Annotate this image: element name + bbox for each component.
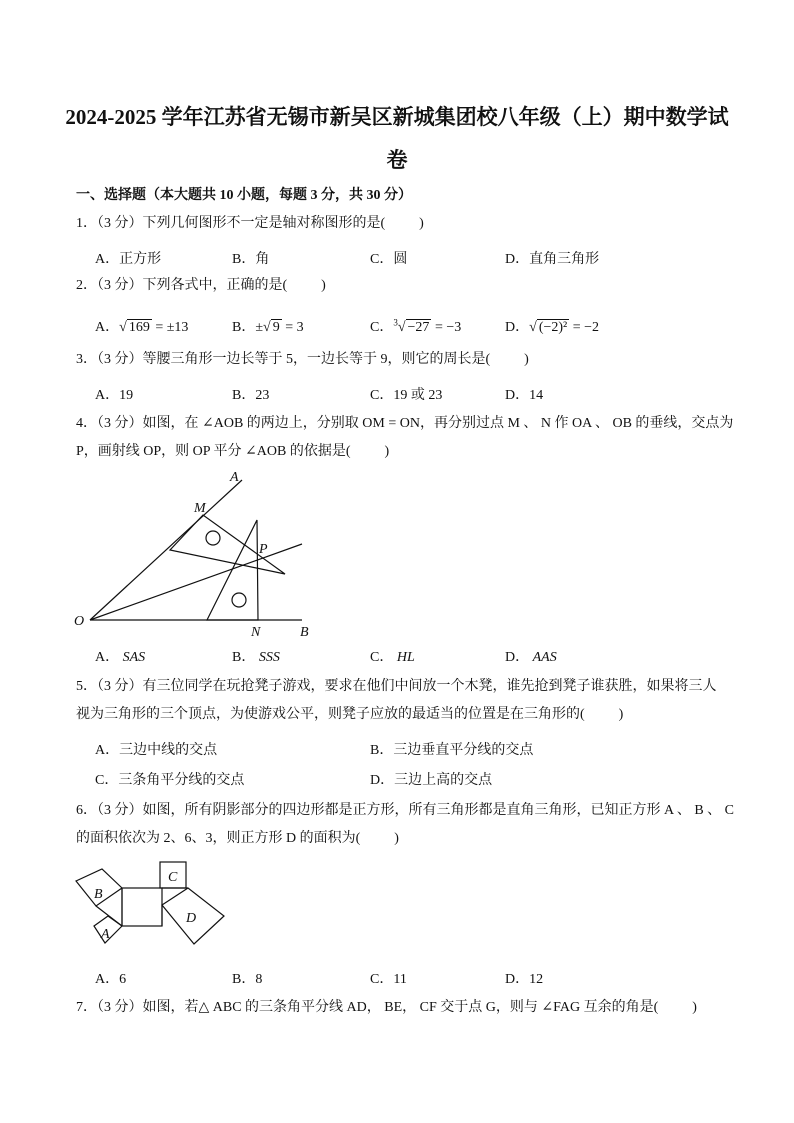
q4-option-d[interactable]	[505, 646, 557, 666]
q4-text: P，画射线 OP，则 OP 平分 ∠AOB 的依据是(	[76, 444, 351, 459]
q4-option-a[interactable]	[95, 646, 145, 666]
q4-c-text: HL	[396, 650, 415, 665]
fig-label-d: D	[186, 911, 197, 926]
q2-b-pm: ±	[255, 320, 264, 335]
q6-option-c[interactable]: C．11	[370, 972, 407, 987]
q3-option-c[interactable]: C．19 或 23	[370, 388, 443, 403]
set-square-hole-2	[232, 593, 246, 607]
q2-d-label: D．	[505, 320, 530, 335]
fig-label-b: B	[300, 625, 309, 640]
q4-figure	[70, 466, 330, 644]
q2-close: )	[321, 278, 326, 293]
q4-d-label: D．	[505, 650, 530, 665]
q2-d-radicand: (−2)²	[538, 320, 568, 335]
q5-option-c[interactable]: C．三条角平分线的交点	[95, 773, 245, 788]
q3-option-a[interactable]: A．19	[95, 388, 134, 403]
q4-option-b[interactable]	[232, 646, 280, 666]
q3-option-d[interactable]: D．14	[505, 388, 544, 403]
section-heading: 一、选择题（本大题共 10 小题，每题 3 分，共 30 分）	[76, 188, 412, 203]
q5-option-b[interactable]: B．三边垂直平分线的交点	[370, 743, 534, 758]
q2-a-rest: = ±13	[151, 320, 189, 335]
q2-option-d[interactable]	[505, 316, 599, 336]
set-square-2	[207, 520, 258, 620]
fig-label-a: A	[101, 927, 110, 942]
radical-sign: √	[397, 320, 406, 335]
q5-close: )	[618, 707, 624, 722]
fig-label-p: P	[259, 542, 268, 557]
fig-label-m: M	[194, 501, 206, 516]
q2-b-radicand: 9	[272, 320, 280, 335]
radical-sign: √	[263, 320, 271, 335]
q6-option-b[interactable]: B．8	[232, 972, 263, 987]
q2-option-c[interactable]	[370, 316, 461, 336]
radical-sign: √	[119, 320, 127, 335]
radical-sign: √	[529, 320, 537, 335]
set-square-hole-1	[206, 531, 220, 545]
q2-c-index: 3	[393, 317, 398, 328]
q2-d-rest: = −2	[569, 320, 600, 335]
fig-label-o: O	[74, 614, 85, 629]
q2-a-radicand: 169	[128, 320, 150, 335]
q2-option-a[interactable]	[95, 316, 188, 336]
q6-text: 的面积依次为 2、6、3，则正方形 D 的面积为(	[76, 831, 361, 846]
q5-option-a[interactable]: A．三边中线的交点	[95, 743, 218, 758]
q2-c-radicand: −27	[407, 320, 430, 335]
q4-a-text: SAS	[122, 650, 146, 665]
q2-option-b[interactable]	[232, 316, 304, 336]
q3-option-b[interactable]: B．23	[232, 388, 270, 403]
fig-label-b: B	[94, 887, 103, 902]
q1-option-b[interactable]: B．角	[232, 252, 270, 267]
question-6-line-2	[76, 825, 399, 853]
q1-option-d[interactable]: D．直角三角形	[505, 252, 600, 267]
q2-b-label: B．	[232, 320, 256, 335]
q6-option-d[interactable]: D．12	[505, 972, 544, 987]
q6-figure	[70, 858, 230, 950]
q1-option-c[interactable]: C．圆	[370, 252, 408, 267]
page-title-line-2: 卷	[386, 148, 408, 172]
q3-text: 3．（3 分）等腰三角形一边长等于 5，一边长等于 9，则它的周长是(	[76, 352, 491, 367]
q1-close: )	[419, 216, 424, 231]
question-3-stem	[76, 346, 529, 374]
q4-c-label: C．	[370, 650, 394, 665]
q2-a-label: A．	[95, 320, 120, 335]
question-6-line-1: 6．（3 分）如图，所有阴影部分的四边形都是正方形，所有三角形都是直角三角形，已知正方形 A 、 B 、 C	[76, 803, 735, 818]
question-5-line-1: 5．（3 分）有三位同学在玩抢凳子游戏，要求在他们中间放一个木凳，谁先抢到凳子谁获胜，如果将三人	[76, 679, 717, 694]
q4-option-c[interactable]	[370, 646, 415, 666]
q7-close: )	[692, 1000, 697, 1015]
q2-text: 2．（3 分）下列各式中，正确的是(	[76, 278, 288, 293]
q6-option-a[interactable]: A．6	[95, 972, 127, 987]
question-7-stem	[76, 994, 697, 1022]
q2-b-rest: = 3	[281, 320, 304, 335]
fig-label-c: C	[168, 870, 178, 885]
q1-text: 1．（3 分）下列几何图形不一定是轴对称图形的是(	[76, 216, 386, 231]
q5-text: 视为三角形的三个顶点，为使游戏公平，则凳子应放的最适当的位置是在三角形的(	[76, 707, 585, 722]
page-title-line-1: 2024-2025 学年江苏省无锡市新吴区新城集团校八年级（上）期中数学试	[65, 105, 729, 129]
q2-c-rest: = −3	[431, 320, 462, 335]
triangle-edge	[96, 906, 122, 926]
q7-text: 7．（3 分）如图，若△ ABC 的三条角平分线 AD， BE， CF 交于点 G，则与 ∠FAG 互余的角是(	[76, 1000, 659, 1015]
q4-a-label: A．	[95, 650, 120, 665]
q3-close: )	[524, 352, 529, 367]
q5-option-d[interactable]: D．三边上高的交点	[370, 773, 493, 788]
question-5-line-2	[76, 701, 623, 729]
question-2-stem	[76, 272, 326, 300]
center-square	[122, 888, 162, 926]
q4-b-label: B．	[232, 650, 256, 665]
ray-oa	[90, 480, 242, 620]
question-4-line-1: 4．（3 分）如图，在 ∠AOB 的两边上，分别取 OM = ON，再分别过点 M 、 N 作 OA 、 OB 的垂线，交点为	[76, 416, 734, 431]
q1-option-a[interactable]: A．正方形	[95, 252, 162, 267]
q4-close: )	[384, 444, 390, 459]
q6-close: )	[394, 831, 399, 846]
q4-b-text: SSS	[258, 650, 280, 665]
q2-c-label: C．	[370, 320, 394, 335]
question-4-line-2	[76, 438, 389, 466]
fig-label-n: N	[251, 625, 261, 640]
q4-d-text: AAS	[532, 650, 557, 665]
set-square-1	[170, 515, 285, 574]
fig-label-a: A	[230, 470, 239, 485]
question-1-stem	[76, 210, 424, 238]
